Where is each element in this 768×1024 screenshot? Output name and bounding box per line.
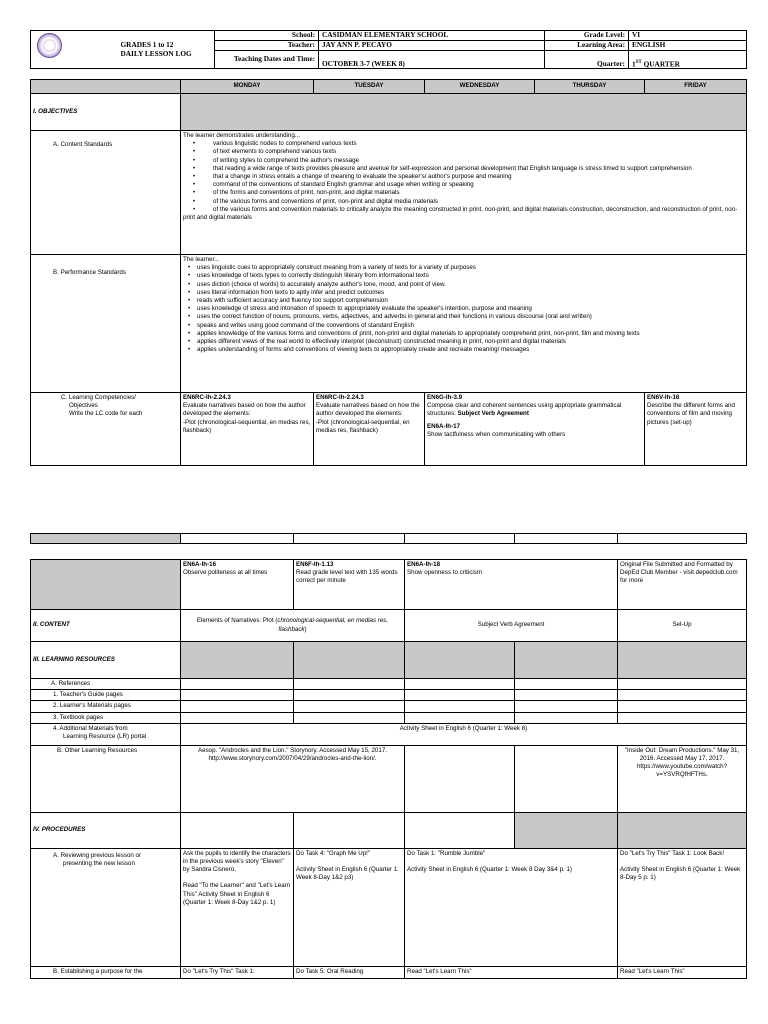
review-wednesday-text-2: Activity Sheet in English 6 (Quarter 1: Week 8 Day 3&4 p. 1) bbox=[407, 865, 572, 873]
competency-code: EN6A-Ih-16 bbox=[183, 561, 217, 568]
competency-text: Evaluate narratives based on how the author developed the elements: -Plot (chronological-sequential, en medias res, flashback) bbox=[316, 402, 420, 434]
learning-area-value: ENGLISH bbox=[629, 41, 747, 51]
dll-title bbox=[121, 31, 215, 69]
other-resources-monday-tuesday: Aesop. "Androcles and the Lion." Storynory. Accessed May 15, 2017. http://www.storynory.com/2007/04/29/androcles-and-the-lion/. bbox=[181, 745, 405, 812]
day-tuesday: TUESDAY bbox=[314, 80, 425, 94]
textbook-label: 3. Textbook pages bbox=[31, 712, 181, 723]
competency-code: EN6A-Ih-18 bbox=[407, 561, 441, 568]
day-wednesday: WEDNESDAY bbox=[425, 80, 535, 94]
competency-code-2: EN6A-Ih-17 bbox=[427, 422, 461, 430]
day-monday: MONDAY bbox=[181, 80, 314, 94]
other-resources-label: B. Other Learning Resources bbox=[31, 745, 181, 812]
competency-wednesday-thursday bbox=[425, 393, 645, 466]
list-item: • applies different views of the real world to effectively interpret (deconstruct) constructed meaning in print, non-print and digital materials bbox=[183, 338, 744, 346]
competency-text: Read grade level text with 135 words correct per minute bbox=[296, 569, 398, 585]
competency-label-line-2: Objectives bbox=[69, 402, 98, 410]
teacher-label: Teacher: bbox=[215, 41, 319, 51]
quarter-label: Quarter: bbox=[545, 51, 629, 69]
performance-standards-intro: The learner... bbox=[183, 256, 220, 263]
list-item: • command of the conventions of standard English grammar and usage when writing or speaking bbox=[183, 181, 744, 189]
school-value: CASIDMAN ELEMENTARY SCHOOL bbox=[319, 31, 545, 41]
school-label: School: bbox=[215, 31, 319, 41]
content-monday-tuesday bbox=[181, 610, 405, 642]
additional-materials-label bbox=[31, 723, 181, 745]
competency-tuesday-cont bbox=[294, 560, 405, 610]
deped-seal-icon bbox=[37, 33, 62, 58]
list-item: • of the various forms and convention materials to critically analyze the meaning constructed in print, non-print, and digital materials construction, deconstruction, and reconstruction of print, non-print and digital materials bbox=[183, 206, 744, 222]
objectives-shaded bbox=[181, 94, 747, 131]
competency-text: Show openness to criticism bbox=[407, 569, 482, 577]
reviewing-previous-lesson-label bbox=[31, 848, 181, 966]
shaded-cell bbox=[405, 642, 515, 679]
competency-label-line-1: C. Learning Competencies/ bbox=[61, 394, 136, 401]
competency-code: EN6RC-Ih-2.24.3 bbox=[183, 394, 231, 401]
competency-monday-cont bbox=[181, 560, 294, 610]
content-wednesday-thursday: Subject Verb Agreement bbox=[405, 610, 618, 642]
learners-materials-label: 2. Learner's Materials pages bbox=[31, 701, 181, 712]
list-item: • uses knowledge of texts types to correctly distinguish literary from informational texts bbox=[183, 272, 744, 280]
empty-cell bbox=[181, 534, 294, 544]
shaded-cell bbox=[618, 812, 747, 848]
list-item: • applies knowledge of the various forms and conventions of print, non-print and digital materials to appropriately comprehend print, non-print, film and moving texts bbox=[183, 330, 744, 338]
header-table bbox=[30, 30, 747, 69]
day-friday: FRIDAY bbox=[645, 80, 747, 94]
competency-continued-label bbox=[31, 560, 181, 610]
learning-competencies-label bbox=[31, 393, 181, 466]
competency-text: Observe politeness at all times bbox=[183, 569, 268, 577]
quarter-text: QUARTER bbox=[641, 58, 680, 68]
competency-code: EN6V-Ih-16 bbox=[647, 394, 680, 401]
list-item: • that reading a wide range of texts provides pleasure and avenue for self-expression and personal development that English language is stress timed to support comprehension bbox=[183, 165, 744, 173]
content-standards-label: A. Content Standards bbox=[31, 131, 181, 255]
learning-resources-heading: III. LEARNING RESOURCES bbox=[31, 642, 181, 679]
review-tuesday: Do Task 4: "Graph Me Up!" Activity Sheet in English 6 (Quarter 1: Week 8-Day 1&2 p3) bbox=[294, 848, 405, 966]
review-wednesday-text-1: Do Task 1: "Rumble Jumble" bbox=[407, 849, 486, 857]
competency-label-line-3: Write the LC code for each bbox=[69, 410, 143, 418]
competency-tuesday bbox=[314, 393, 425, 466]
performance-standards-label: B. Performance Standards bbox=[31, 255, 181, 393]
additional-label-line-1: 4. Additional Materials from bbox=[53, 724, 128, 732]
content-standards-intro: The learner demonstrates understanding... bbox=[183, 132, 300, 139]
performance-standards-list bbox=[183, 264, 744, 354]
list-item: • uses the correct function of nouns, pronouns, verbs, adjectives, and adverbs in general and their functions in various discourse (oral and written) bbox=[183, 313, 744, 321]
competency-monday bbox=[181, 393, 314, 466]
content-friday: Set-Up bbox=[618, 610, 747, 642]
list-item: • uses literal information from texts to aptly infer and predict outcomes bbox=[183, 289, 744, 297]
empty-cell bbox=[294, 812, 405, 848]
list-item: • of the forms and conventions of print, non-print, and digital materials bbox=[183, 189, 744, 197]
quarter-suffix: ST bbox=[635, 59, 642, 65]
list-item: • uses knowledge of stress and intonation of speech to appropriately evaluate the speaker's intention, purpose and meaning bbox=[183, 305, 744, 313]
teaching-dates-value: OCTOBER 3-7 (WEEK 8) bbox=[319, 51, 545, 69]
deped-club-note: Original File Submitted and Formatted by DepEd Club Member - visit depedclub.com for more bbox=[618, 560, 747, 610]
review-label-line-2: presenting the new lesson bbox=[63, 859, 135, 867]
grade-level-label: Grade Level: bbox=[545, 31, 629, 41]
content-plot-italic: chronological-sequential, en medias res, flashback bbox=[277, 617, 389, 633]
empty-cell bbox=[294, 534, 405, 544]
competency-code: EN6RC-Ih-2.24.3 bbox=[316, 394, 364, 401]
quarter-number: 1 bbox=[632, 58, 636, 68]
day-thursday: THURSDAY bbox=[535, 80, 645, 94]
review-monday-text-2: Read "To the Learner" and "Let's Learn This" Activity Sheet in English 6 (Quarter 1: Week 8-Day 1&2 p. 1) bbox=[183, 882, 291, 906]
shaded-cell bbox=[618, 642, 747, 679]
competency-code: EN6F-Ih-1.13 bbox=[296, 561, 334, 568]
teacher-value: JAY ANN P. PECAYO bbox=[319, 41, 545, 51]
review-label-line-1: A. Reviewing previous lesson or bbox=[53, 851, 142, 859]
list-item: • uses diction (choice of words) to accurately analyze author's tone, mood, and point of view. bbox=[183, 281, 744, 289]
competency-text-bold: Subject Verb Agreement bbox=[457, 410, 529, 418]
additional-label-line-2: Learning Resource (LR) portal bbox=[63, 732, 147, 740]
competency-text-plain: Compose clear and coherent sentences using appropriate grammatical structures: bbox=[427, 402, 622, 418]
purpose-wednesday: Read "Let's Learn This" bbox=[405, 966, 618, 978]
list-item: • of text elements to comprehend various texts bbox=[183, 148, 744, 156]
list-item: • various linguistic nodes to comprehend various texts bbox=[183, 140, 744, 148]
learning-area-label: Learning Area: bbox=[545, 41, 629, 51]
list-item: • speaks and writes using good command of the conventions of standard English bbox=[183, 322, 744, 330]
content-heading: II. CONTENT bbox=[31, 610, 181, 642]
review-friday bbox=[618, 848, 747, 966]
deped-logo-cell bbox=[31, 31, 121, 69]
purpose-monday: Do "Let's Try This" Task 1: bbox=[181, 966, 294, 978]
empty-cell bbox=[618, 534, 747, 544]
review-monday-text-1: Ask the pupils to identify the characters in the previous week's story "Eleven" by Sandra Cisnero. bbox=[183, 849, 291, 874]
other-resources-friday: "Inside Out: Dream Productions." May 31, 2016. Accessed May 17, 2017. https://www.youtube.com/watch?v=YSVRQfHFTHs. bbox=[618, 745, 747, 812]
quarter-value bbox=[629, 51, 747, 69]
competency-friday bbox=[645, 393, 747, 466]
competency-code: EN6G-Ih-3.9 bbox=[427, 394, 463, 401]
content-plot-close: ) bbox=[304, 625, 307, 633]
review-friday-text-2: Activity Sheet in English 6 (Quarter 1: Week 8-Day 5 p. 1) bbox=[620, 865, 741, 882]
purpose-tuesday: Do Task 5: Oral Reading bbox=[294, 966, 405, 978]
corner-cell bbox=[31, 80, 181, 94]
performance-standards-body bbox=[181, 255, 747, 393]
lesson-table-page-2 bbox=[30, 533, 747, 979]
review-monday bbox=[181, 848, 294, 966]
grade-level-value: VI bbox=[629, 31, 747, 41]
list-item: • uses linguistic cues to appropriately construct meaning from a variety of texts for a variety of purposes bbox=[183, 264, 744, 272]
empty-cell bbox=[405, 534, 515, 544]
list-item: • applies understanding of forms and conventions of viewing texts to appropriately create and recreate meaning/ messages bbox=[183, 346, 744, 354]
spacer bbox=[31, 544, 747, 560]
competency-text bbox=[427, 402, 642, 418]
list-item: • that a change in stress entails a change of meaning to evaluate the speaker's/ author's purpose and meaning bbox=[183, 173, 744, 181]
competency-text: Describe the different forms and conventions of film and moving pictures (set-up) bbox=[647, 402, 735, 426]
content-standards-list bbox=[183, 140, 744, 222]
shaded-cell bbox=[515, 812, 618, 848]
review-friday-text-1: Do "Let's Try This" Task 1: Look Back! bbox=[620, 849, 725, 857]
shaded-cell bbox=[294, 642, 405, 679]
title-line-1: GRADES 1 to 12 bbox=[120, 40, 174, 50]
teaching-dates-label: Teaching Dates and Time: bbox=[215, 51, 319, 69]
shaded-cell bbox=[181, 642, 294, 679]
purpose-friday: Read "Let's Learn This" bbox=[618, 966, 747, 978]
competency-text: Evaluate narratives based on how the author developed the elements: -Plot (chronological-sequential, en medias res, flashback) bbox=[183, 402, 311, 434]
references-label: A. References bbox=[31, 679, 181, 690]
teachers-guide-label: 1. Teacher's Guide pages bbox=[31, 690, 181, 701]
empty-cell bbox=[405, 812, 515, 848]
empty-cell bbox=[181, 812, 294, 848]
content-plot-text: Elements of Narratives: Plot ( bbox=[196, 617, 278, 625]
list-item: • of the various forms and conventions of print, non-print and digital media materials bbox=[183, 198, 744, 206]
objectives-heading: I. OBJECTIVES bbox=[31, 94, 181, 131]
corner-cell bbox=[31, 534, 181, 544]
additional-materials-value: Activity Sheet in English 6 (Quarter 1: Week 8) bbox=[181, 723, 747, 745]
content-standards-body bbox=[181, 131, 747, 255]
review-wednesday-thursday bbox=[405, 848, 618, 966]
establishing-purpose-label: B. Establishing a purpose for the bbox=[31, 966, 181, 978]
list-item: • reads with sufficient accuracy and fluency too support comprehension bbox=[183, 297, 744, 305]
list-item: • of writing styles to comprehend the author's message bbox=[183, 157, 744, 165]
empty-cell bbox=[515, 534, 618, 544]
lesson-table-page-1 bbox=[30, 79, 747, 466]
shaded-cell bbox=[515, 642, 618, 679]
title-line-2: DAILY LESSON LOG bbox=[120, 48, 192, 58]
competency-text-2: Show tactfulness when communicating with others bbox=[427, 430, 566, 438]
competency-wednesday-cont bbox=[405, 560, 618, 610]
procedures-heading: IV. PROCEDURES bbox=[31, 812, 181, 848]
